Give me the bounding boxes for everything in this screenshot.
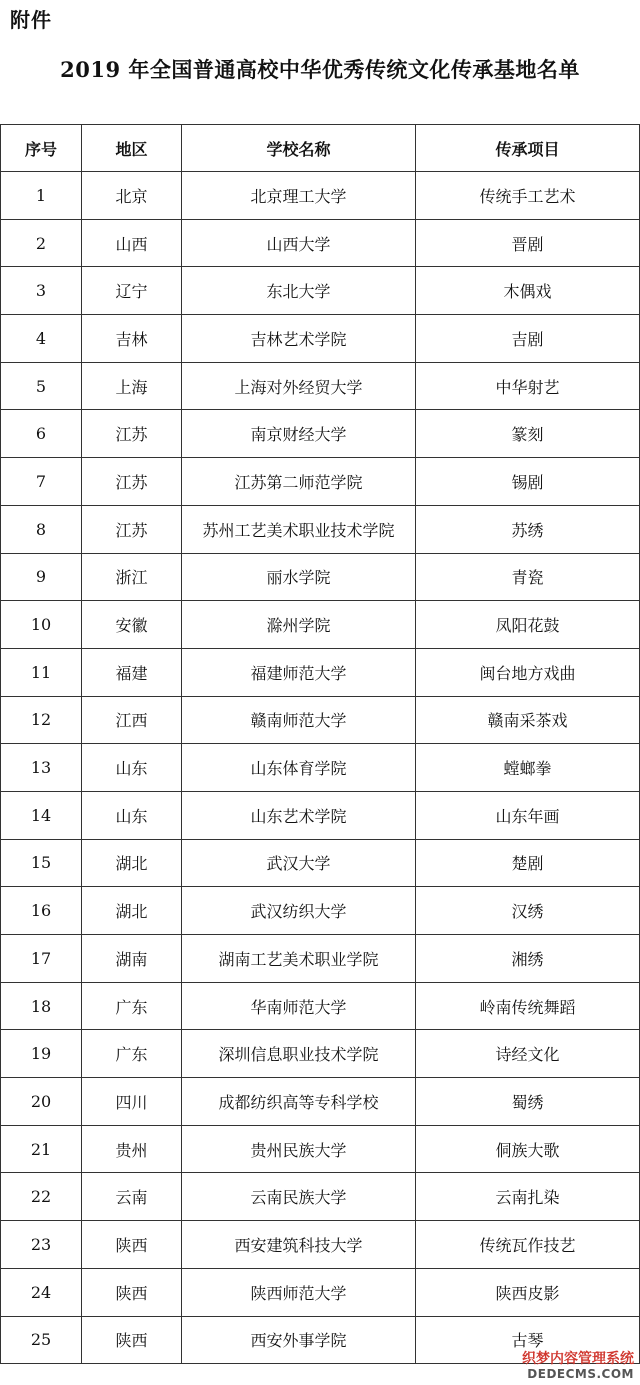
cell-school: 武汉纺织大学 (182, 887, 416, 935)
cell-school: 西安外事学院 (182, 1316, 416, 1364)
table-row (1, 1268, 640, 1316)
cell-school: 深圳信息职业技术学院 (182, 1030, 416, 1078)
cell-no: 10 (1, 601, 82, 649)
cell-school: 山西大学 (182, 219, 416, 267)
cell-project: 赣南采茶戏 (416, 696, 640, 744)
table-row (1, 410, 640, 458)
cell-project: 湘绣 (416, 935, 640, 983)
cell-no: 22 (1, 1173, 82, 1221)
cell-school: 滁州学院 (182, 601, 416, 649)
table-row (1, 1078, 640, 1126)
heritage-base-table (0, 124, 640, 1364)
cell-region: 上海 (82, 362, 182, 410)
cell-no: 1 (1, 172, 82, 220)
table-row (1, 696, 640, 744)
cell-school: 西安建筑科技大学 (182, 1221, 416, 1269)
table-row (1, 982, 640, 1030)
cell-region: 山西 (82, 219, 182, 267)
cell-region: 陕西 (82, 1268, 182, 1316)
table-row (1, 1221, 640, 1269)
cell-school: 贵州民族大学 (182, 1125, 416, 1173)
cell-region: 湖北 (82, 839, 182, 887)
cell-project: 锡剧 (416, 458, 640, 506)
column-header-region: 地区 (82, 125, 182, 172)
cell-region: 陕西 (82, 1221, 182, 1269)
cell-region: 江苏 (82, 458, 182, 506)
cell-no: 9 (1, 553, 82, 601)
table-row (1, 362, 640, 410)
cell-no: 2 (1, 219, 82, 267)
cell-project: 诗经文化 (416, 1030, 640, 1078)
table-row (1, 315, 640, 363)
watermark-domain: DEDECMS.COM (527, 1366, 634, 1381)
table-row (1, 1173, 640, 1221)
cell-region: 北京 (82, 172, 182, 220)
cell-school: 东北大学 (182, 267, 416, 315)
cell-no: 20 (1, 1078, 82, 1126)
cell-no: 6 (1, 410, 82, 458)
cell-project: 古琴 (416, 1316, 640, 1364)
cell-project: 楚剧 (416, 839, 640, 887)
cell-school: 华南师范大学 (182, 982, 416, 1030)
cell-no: 7 (1, 458, 82, 506)
table-row (1, 1125, 640, 1173)
cell-region: 安徽 (82, 601, 182, 649)
cell-project: 闽台地方戏曲 (416, 648, 640, 696)
cell-school: 福建师范大学 (182, 648, 416, 696)
cell-no: 11 (1, 648, 82, 696)
cell-school: 山东体育学院 (182, 744, 416, 792)
cell-school: 北京理工大学 (182, 172, 416, 220)
table-row (1, 267, 640, 315)
cell-region: 山东 (82, 791, 182, 839)
table-row (1, 648, 640, 696)
cell-school: 上海对外经贸大学 (182, 362, 416, 410)
cell-no: 19 (1, 1030, 82, 1078)
column-header-no: 序号 (1, 125, 82, 172)
cell-no: 12 (1, 696, 82, 744)
cell-school: 赣南师范大学 (182, 696, 416, 744)
attachment-label: 附件 (10, 8, 52, 32)
cell-project: 山东年画 (416, 791, 640, 839)
table-row (1, 219, 640, 267)
cell-project: 中华射艺 (416, 362, 640, 410)
cell-region: 广东 (82, 1030, 182, 1078)
table-row (1, 601, 640, 649)
cell-no: 25 (1, 1316, 82, 1364)
table-row (1, 458, 640, 506)
cell-project: 汉绣 (416, 887, 640, 935)
cell-project: 木偶戏 (416, 267, 640, 315)
cell-project: 传统瓦作技艺 (416, 1221, 640, 1269)
cell-project: 侗族大歌 (416, 1125, 640, 1173)
cell-no: 23 (1, 1221, 82, 1269)
cell-region: 江西 (82, 696, 182, 744)
column-header-project: 传承项目 (416, 125, 640, 172)
table-row (1, 505, 640, 553)
cell-school: 江苏第二师范学院 (182, 458, 416, 506)
cell-project: 青瓷 (416, 553, 640, 601)
cell-region: 吉林 (82, 315, 182, 363)
table-row (1, 887, 640, 935)
table-body (1, 172, 640, 1364)
cell-no: 17 (1, 935, 82, 983)
document-title: 2019 年全国普通高校中华优秀传统文化传承基地名单 (60, 57, 580, 82)
cell-no: 14 (1, 791, 82, 839)
table-header-row (1, 125, 640, 172)
cell-project: 云南扎染 (416, 1173, 640, 1221)
cell-region: 四川 (82, 1078, 182, 1126)
cell-region: 广东 (82, 982, 182, 1030)
cell-region: 浙江 (82, 553, 182, 601)
watermark-text: 织梦内容管理系统 (522, 1351, 634, 1368)
table-row (1, 1030, 640, 1078)
cell-school: 陕西师范大学 (182, 1268, 416, 1316)
cell-school: 丽水学院 (182, 553, 416, 601)
table-row (1, 839, 640, 887)
cell-no: 4 (1, 315, 82, 363)
cell-region: 山东 (82, 744, 182, 792)
cell-school: 云南民族大学 (182, 1173, 416, 1221)
cell-school: 南京财经大学 (182, 410, 416, 458)
cell-school: 山东艺术学院 (182, 791, 416, 839)
cell-project: 岭南传统舞蹈 (416, 982, 640, 1030)
cell-region: 陕西 (82, 1316, 182, 1364)
cell-school: 苏州工艺美术职业技术学院 (182, 505, 416, 553)
table-row (1, 791, 640, 839)
cell-project: 晋剧 (416, 219, 640, 267)
cell-project: 苏绣 (416, 505, 640, 553)
cell-region: 云南 (82, 1173, 182, 1221)
cell-region: 福建 (82, 648, 182, 696)
cell-no: 21 (1, 1125, 82, 1173)
cell-no: 18 (1, 982, 82, 1030)
watermark (522, 1352, 634, 1381)
cell-no: 15 (1, 839, 82, 887)
cell-project: 凤阳花鼓 (416, 601, 640, 649)
table-row (1, 744, 640, 792)
cell-school: 武汉大学 (182, 839, 416, 887)
cell-region: 贵州 (82, 1125, 182, 1173)
cell-school: 湖南工艺美术职业学院 (182, 935, 416, 983)
cell-project: 螳螂拳 (416, 744, 640, 792)
cell-project: 篆刻 (416, 410, 640, 458)
cell-no: 3 (1, 267, 82, 315)
cell-region: 江苏 (82, 410, 182, 458)
cell-no: 5 (1, 362, 82, 410)
cell-no: 16 (1, 887, 82, 935)
table-row (1, 172, 640, 220)
column-header-school: 学校名称 (182, 125, 416, 172)
cell-project: 蜀绣 (416, 1078, 640, 1126)
cell-school: 吉林艺术学院 (182, 315, 416, 363)
cell-no: 8 (1, 505, 82, 553)
cell-region: 湖北 (82, 887, 182, 935)
cell-project: 传统手工艺术 (416, 172, 640, 220)
table-row (1, 935, 640, 983)
table-row (1, 553, 640, 601)
cell-no: 24 (1, 1268, 82, 1316)
cell-region: 辽宁 (82, 267, 182, 315)
cell-no: 13 (1, 744, 82, 792)
cell-project: 吉剧 (416, 315, 640, 363)
cell-region: 湖南 (82, 935, 182, 983)
cell-project: 陕西皮影 (416, 1268, 640, 1316)
cell-school: 成都纺织高等专科学校 (182, 1078, 416, 1126)
cell-region: 江苏 (82, 505, 182, 553)
